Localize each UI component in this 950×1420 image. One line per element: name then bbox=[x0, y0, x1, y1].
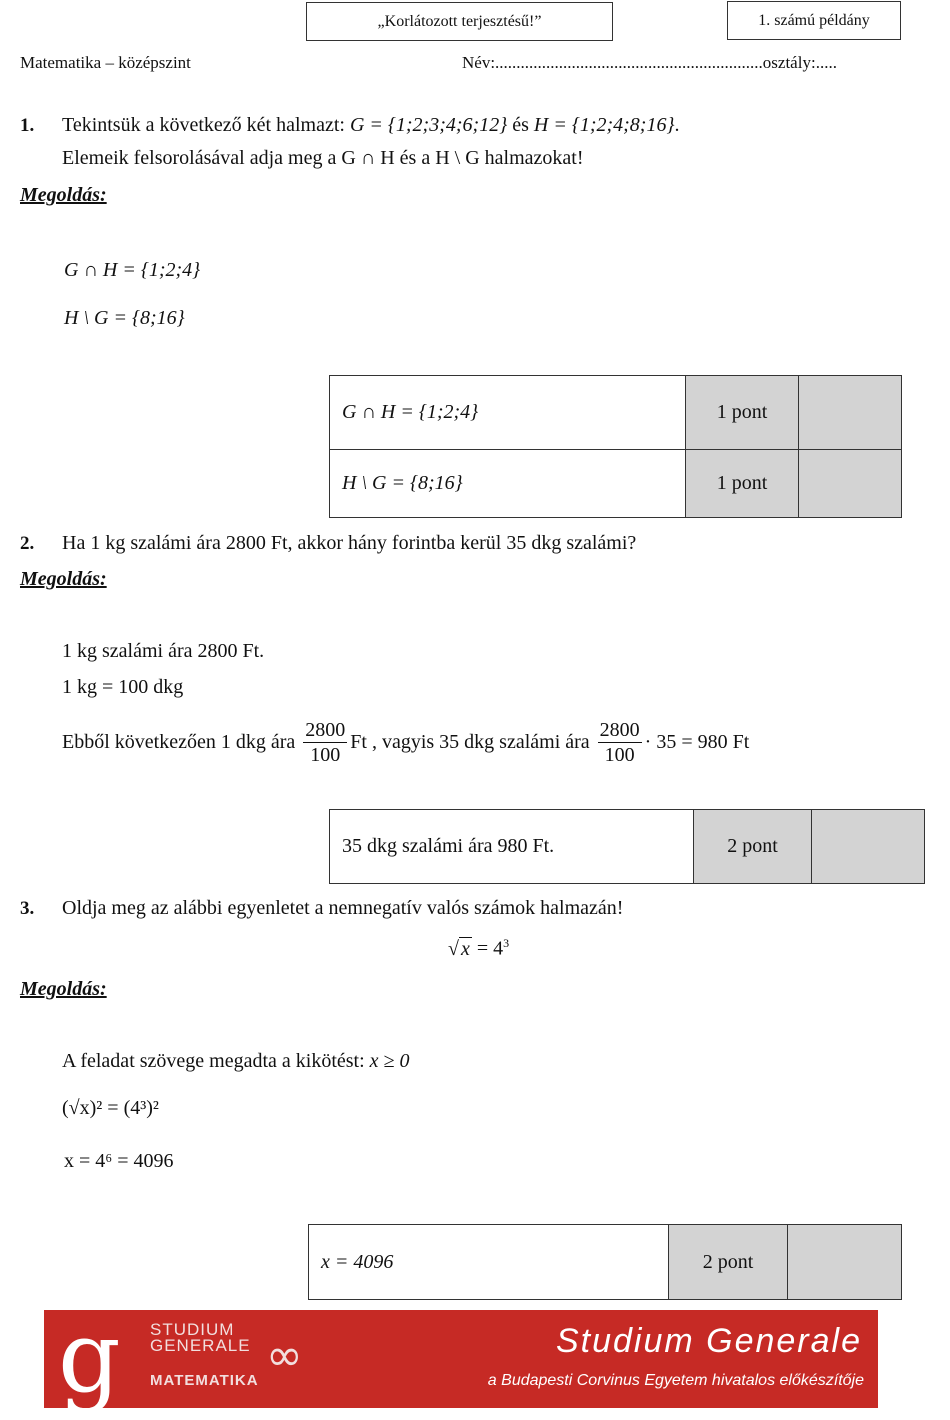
answer-cell: G ∩ H = {1;2;4} bbox=[330, 376, 686, 450]
points-cell: 1 pont bbox=[686, 376, 799, 450]
fraction-denominator: 100 bbox=[310, 744, 341, 766]
table-row bbox=[309, 1225, 902, 1300]
fraction-numerator: 2800 bbox=[305, 719, 346, 741]
solution-label-2: Megoldás: bbox=[20, 568, 107, 590]
name-label: Név: bbox=[462, 53, 496, 72]
fraction-numerator: 2800 bbox=[599, 719, 640, 741]
subject-label: Matematika – középszint bbox=[20, 53, 191, 72]
set-g: G = {1;2;3;4;6;12} bbox=[349, 114, 508, 136]
q1-intro: Tekintsük a következő két halmazt: bbox=[62, 114, 345, 136]
fraction-denominator: 100 bbox=[604, 744, 635, 766]
class-label: osztály: bbox=[762, 53, 816, 72]
q3-solution-line3: x = 4⁶ = 4096 bbox=[64, 1150, 174, 1172]
sqrt-symbol: √ x bbox=[448, 937, 470, 960]
equation-exponent: 3 bbox=[503, 936, 510, 950]
studium-generale-banner bbox=[44, 1301, 878, 1415]
score-input-cell[interactable] bbox=[799, 450, 902, 518]
q3-solution-line2: (√x)² = (4³)² bbox=[62, 1097, 159, 1119]
score-input-cell[interactable] bbox=[788, 1225, 902, 1300]
question-2-number: 2. bbox=[20, 533, 35, 554]
and-word: és bbox=[512, 114, 529, 136]
question-3-number: 3. bbox=[20, 898, 35, 919]
q2-score-table bbox=[329, 809, 925, 884]
copy-number-box bbox=[727, 1, 901, 40]
q2-line3-middle: Ft , vagyis 35 dkg szalámi ára bbox=[350, 731, 590, 753]
class-dots: ..... bbox=[815, 53, 837, 72]
q1-solution-intersection: G ∩ H = {1;2;4} bbox=[64, 259, 201, 281]
q2-solution-line3 bbox=[62, 718, 749, 767]
brand-subtitle: a Budapesti Corvinus Egyetem hivatalos előkészítője bbox=[487, 1372, 864, 1389]
restricted-label: „Korlátozott terjesztésű!” bbox=[377, 12, 542, 30]
q2-solution-line2: 1 kg = 100 dkg bbox=[62, 676, 184, 698]
copy-label: 1. számú példány bbox=[758, 11, 870, 29]
fraction-2800-100-second bbox=[598, 718, 642, 767]
solution-label-1: Megoldás: bbox=[20, 184, 107, 206]
q1-solution-difference: H \ G = {8;16} bbox=[64, 307, 185, 329]
sqrt-radicand: x bbox=[460, 937, 470, 960]
q3-solution-line1 bbox=[62, 1050, 410, 1073]
question-1-number: 1. bbox=[20, 115, 35, 136]
fraction-2800-100 bbox=[303, 718, 347, 767]
answer-cell: H \ G = {8;16} bbox=[330, 450, 686, 518]
logo-studium-text bbox=[150, 1322, 251, 1354]
table-row bbox=[330, 376, 902, 450]
q1-line-end: . bbox=[674, 114, 680, 136]
table-row bbox=[330, 450, 902, 518]
brand-title: Studium Generale bbox=[555, 1322, 862, 1360]
points-cell: 2 pont bbox=[694, 810, 812, 884]
logo-math-text: MATEMATIKA bbox=[150, 1372, 259, 1389]
equation-rhs: = 4 bbox=[476, 937, 504, 960]
set-h: H = {1;2;4;8;16} bbox=[533, 114, 675, 136]
q2-solution-line1: 1 kg szalámi ára 2800 Ft. bbox=[62, 640, 265, 662]
question-1-line2: Elemeik felsorolásával adja meg a G ∩ H és a H \ G halmazokat! bbox=[62, 147, 584, 169]
infinity-icon: ∞ bbox=[266, 1330, 303, 1381]
question-1-line1 bbox=[62, 114, 679, 137]
q1-score-table bbox=[329, 375, 902, 518]
restricted-distribution-box bbox=[306, 2, 613, 41]
question-2-text: Ha 1 kg szalámi ára 2800 Ft, akkor hány forintba kerül 35 dkg szalámi? bbox=[62, 532, 637, 554]
answer-cell: 35 dkg szalámi ára 980 Ft. bbox=[330, 810, 694, 884]
table-row bbox=[330, 810, 925, 884]
q3-constraint-text: A feladat szövege megadta a kikötést: bbox=[62, 1050, 365, 1072]
q3-equation bbox=[448, 936, 509, 961]
points-cell: 2 pont bbox=[669, 1225, 788, 1300]
q2-line3-start: Ebből következően 1 dkg ára bbox=[62, 731, 296, 753]
logo-generale-word: GENERALE bbox=[150, 1336, 251, 1355]
name-field[interactable] bbox=[462, 53, 837, 73]
question-3-text: Oldja meg az alábbi egyenletet a nemnegatív valós számok halmazán! bbox=[62, 897, 624, 919]
logo-studium-word: STUDIUM bbox=[150, 1320, 235, 1339]
score-input-cell[interactable] bbox=[799, 376, 902, 450]
answer-cell: x = 4096 bbox=[309, 1225, 669, 1300]
q2-line3-end: · 35 = 980 Ft bbox=[644, 731, 750, 753]
score-input-cell[interactable] bbox=[812, 810, 925, 884]
name-dots: ............................................................... bbox=[495, 53, 763, 72]
logo-letter: g bbox=[58, 1301, 121, 1415]
points-cell: 1 pont bbox=[686, 450, 799, 518]
solution-label-3: Megoldás: bbox=[20, 978, 107, 1000]
q3-score-table bbox=[308, 1224, 902, 1300]
q3-constraint: x ≥ 0 bbox=[369, 1050, 410, 1072]
